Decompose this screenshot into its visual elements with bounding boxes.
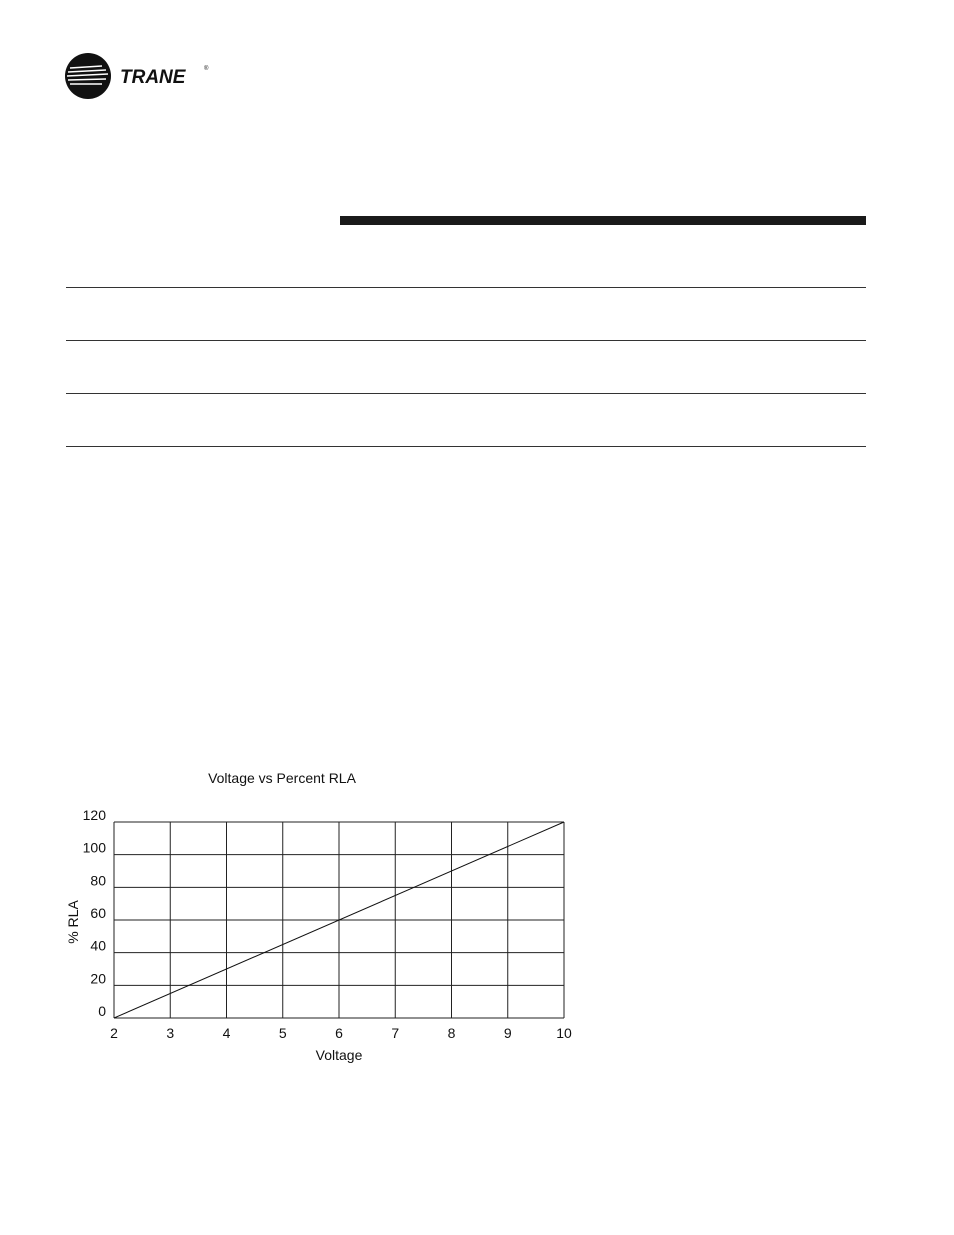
x-axis-label: Voltage — [315, 1047, 363, 1063]
y-tick-label-0: 0 — [98, 1003, 106, 1019]
x-tick-label-8: 8 — [447, 1025, 456, 1041]
x-tick-label-9: 9 — [503, 1025, 512, 1041]
trane-logo — [64, 52, 214, 104]
divider-4 — [66, 446, 866, 447]
y-tick-label-100: 100 — [82, 839, 106, 856]
x-tick-label-7: 7 — [391, 1025, 400, 1041]
x-tick-label-10: 10 — [556, 1025, 572, 1041]
divider-1 — [66, 287, 866, 288]
x-tick-label-5: 5 — [278, 1025, 287, 1041]
divider-2 — [66, 340, 866, 341]
x-tick-label-4: 4 — [222, 1025, 231, 1041]
y-tick-label-40: 40 — [90, 937, 106, 954]
chart-title: Voltage vs Percent RLA — [208, 770, 356, 786]
y-tick-label-20: 20 — [90, 970, 106, 987]
voltage-rla-chart — [50, 760, 610, 1080]
divider-3 — [66, 393, 866, 394]
brand-name: TRANE — [120, 67, 186, 88]
section-rule — [340, 216, 866, 225]
y-tick-label-80: 80 — [90, 872, 106, 889]
y-tick-label-60: 60 — [90, 905, 106, 921]
x-tick-label-6: 6 — [335, 1025, 343, 1041]
svg-text:®: ® — [204, 66, 209, 72]
x-tick-label-3: 3 — [166, 1025, 175, 1041]
x-tick-label-2: 2 — [110, 1025, 118, 1041]
y-axis-label: % RLA — [65, 900, 81, 944]
chart-ticks — [83, 807, 572, 1041]
y-tick-label-120: 120 — [82, 807, 106, 823]
